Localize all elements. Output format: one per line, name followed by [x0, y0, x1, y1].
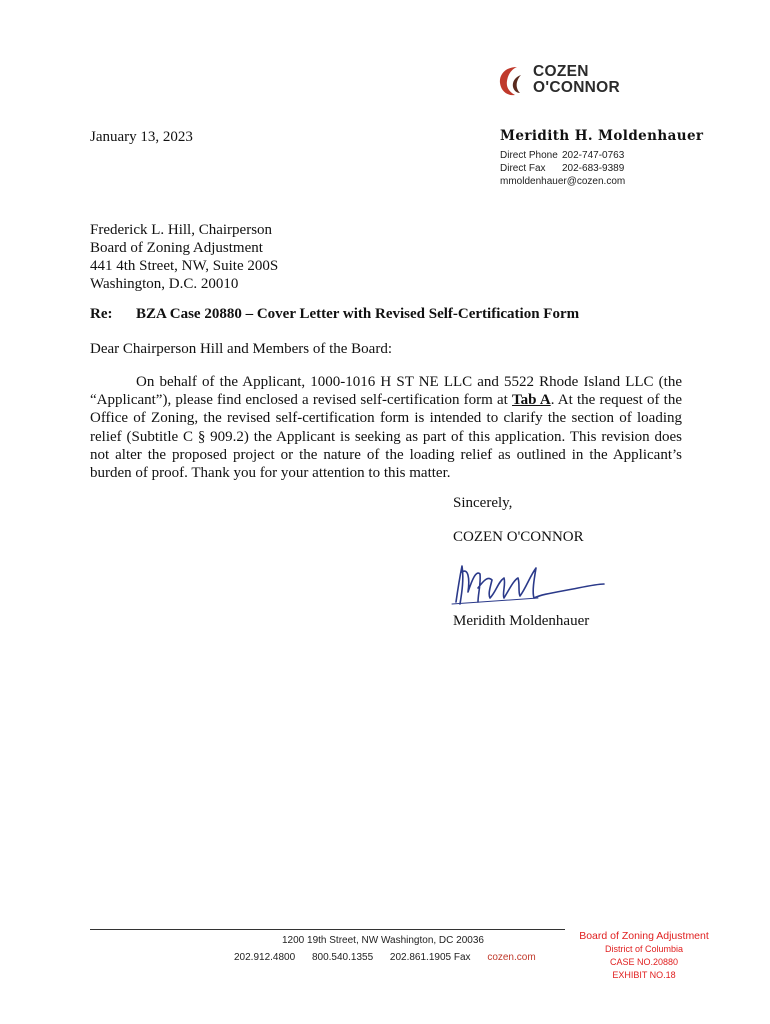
exhibit-stamp — [578, 929, 710, 982]
cozen-oconnor-logo — [497, 62, 637, 102]
phone-label: Direct Phone — [500, 150, 558, 161]
salutation: Dear Chairperson Hill and Members of the Board: — [90, 341, 392, 357]
footer-tollfree: 800.540.1355 — [311, 952, 374, 963]
firm-name: COZEN O'CONNOR — [453, 529, 584, 545]
addressee-block — [90, 221, 278, 293]
logo-line-2: O'CONNOR — [533, 79, 621, 96]
closing: Sincerely, — [453, 495, 513, 511]
stamp-line-1: Board of Zoning Adjustment — [579, 930, 709, 942]
logo-line-1: COZEN — [533, 63, 589, 80]
addressee-line: Board of Zoning Adjustment — [90, 240, 263, 256]
footer-contact-numbers — [234, 952, 536, 963]
stamp-line-4: EXHIBIT NO.18 — [612, 970, 676, 980]
body-text: On behalf of the Applicant, 1000-1016 H ST NE LLC and 5522 Rhode Island LLC (the “Applicant”), please find enclosed a revised self-certification form at — [90, 374, 682, 409]
direct-phone: 202-747-0763 — [562, 150, 625, 161]
re-label: Re: — [90, 306, 113, 322]
footer-address: 1200 19th Street, NW Washington, DC 20036 — [282, 935, 484, 946]
re-line — [90, 306, 579, 323]
body-text: . At the request of the Office of Zoning, the revised self-certification form is intended to clarify the section of loading relief (Subtitle C § 909.2) the Applicant is seeking as part of this application. This revision does not alter the proposed project or the nature of the loading relief as outlined in the Applicant’s burden of proof. Thank you for your attention to this matter. — [90, 392, 682, 482]
signer-name: Meridith Moldenhauer — [453, 613, 590, 629]
sender-contact — [500, 149, 625, 188]
letter-date: January 13, 2023 — [90, 129, 193, 145]
footer-phone: 202.912.4800 — [234, 952, 296, 963]
re-subject: BZA Case 20880 – Cover Letter with Revised Self-Certification Form — [136, 306, 580, 322]
sender-name: Meridith H. Moldenhauer — [500, 128, 704, 144]
stamp-line-3: CASE NO.20880 — [609, 957, 679, 967]
addressee-line: Frederick L. Hill, Chairperson — [90, 222, 273, 238]
body-paragraph — [90, 373, 682, 482]
direct-fax: 202-683-9389 — [562, 163, 625, 174]
sender-email[interactable]: mmoldenhauer@cozen.com — [500, 176, 626, 187]
handwritten-signature — [448, 558, 608, 614]
stamp-line-2: District of Columbia — [604, 944, 684, 954]
tab-a-reference: Tab A — [512, 392, 551, 409]
footer-website-link[interactable]: cozen.com — [487, 952, 536, 963]
footer-fax: 202.861.1905 Fax — [389, 952, 471, 963]
addressee-line: Washington, D.C. 20010 — [90, 276, 239, 292]
fax-label: Direct Fax — [500, 163, 546, 174]
addressee-line: 441 4th Street, NW, Suite 200S — [90, 258, 279, 274]
footer-divider — [90, 929, 565, 930]
logo-mark-icon — [497, 65, 527, 97]
